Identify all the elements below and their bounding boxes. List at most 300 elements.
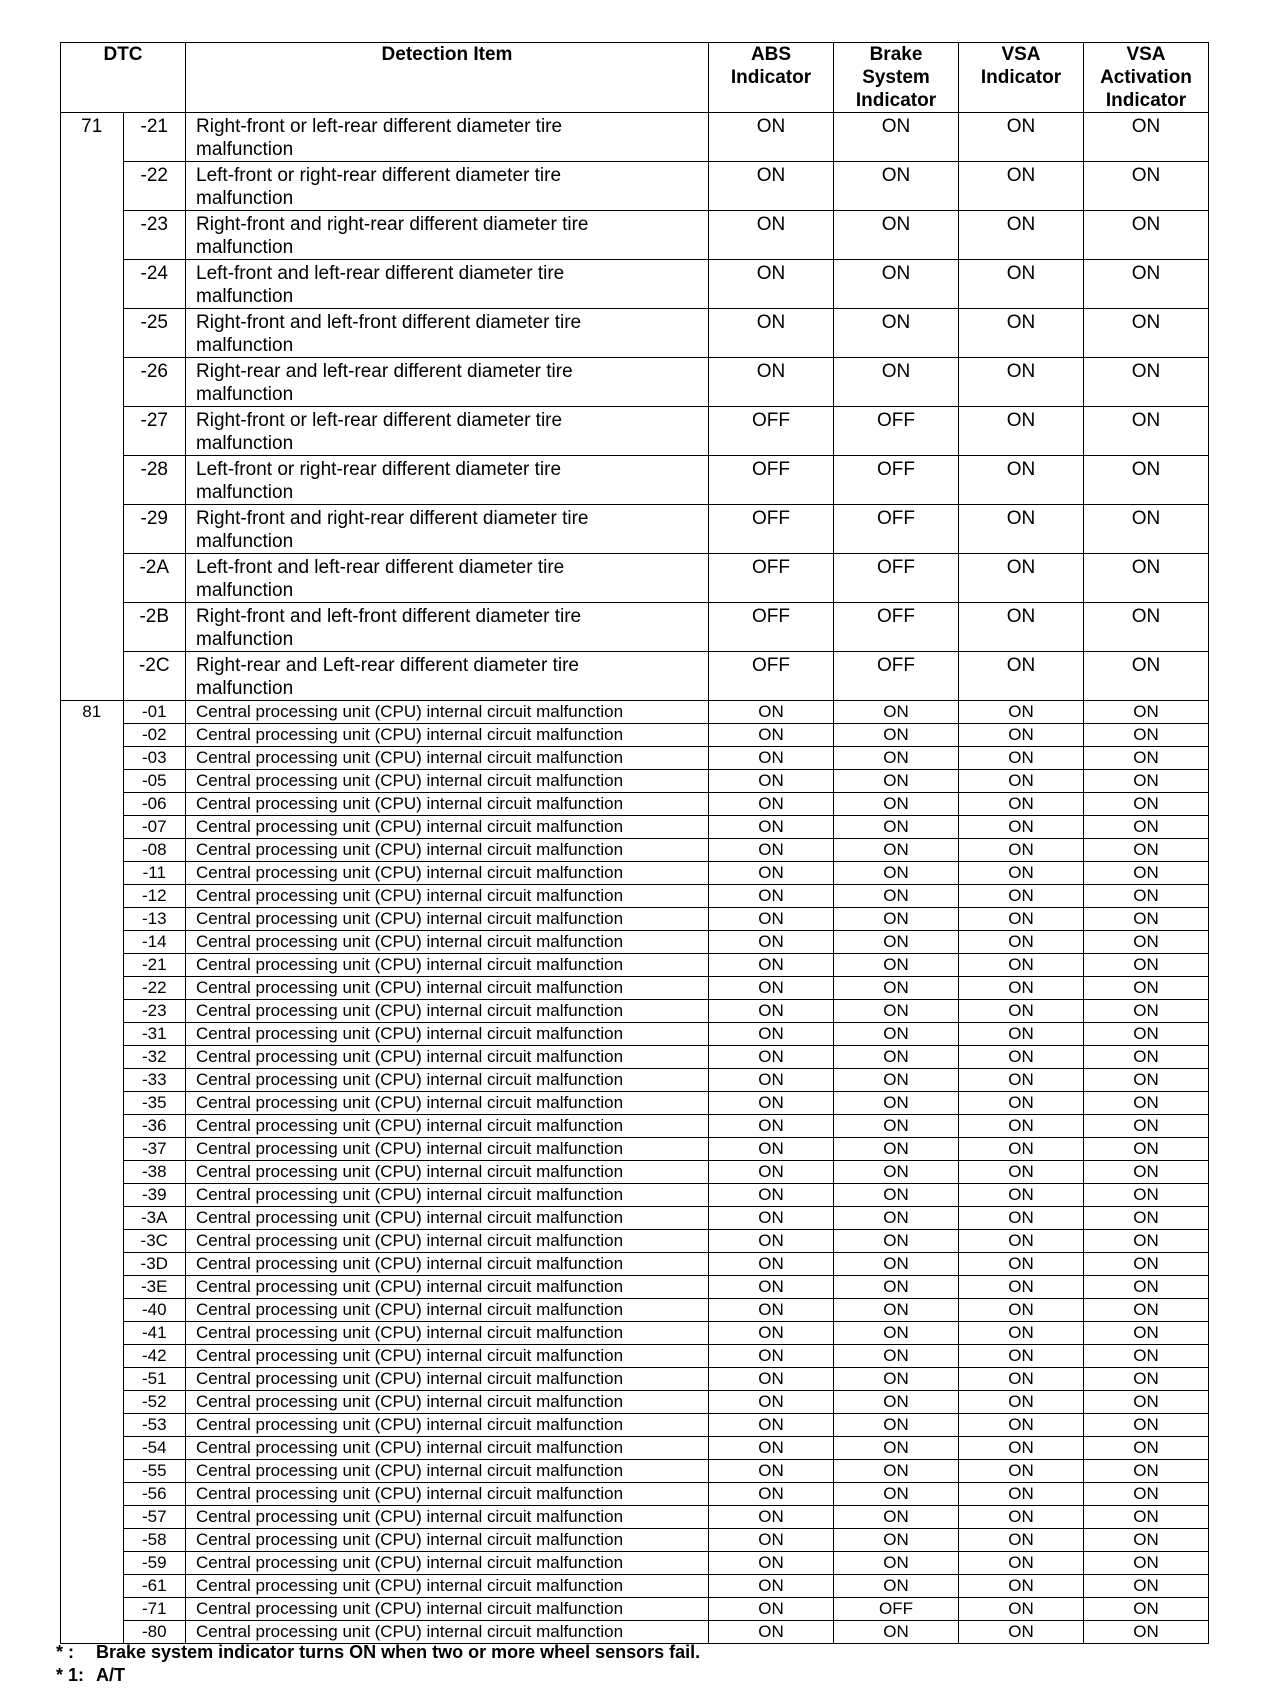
brake-system-indicator-state: ON (834, 1276, 959, 1299)
detection-item-line: Central processing unit (CPU) internal circuit malfunction (196, 1047, 624, 1066)
dtc-sub-code: -39 (123, 1184, 186, 1207)
detection-item (186, 1460, 709, 1483)
dtc-sub-code: -56 (123, 1483, 186, 1506)
detection-item-line: Central processing unit (CPU) internal circuit malfunction (196, 1231, 624, 1250)
vsa-activation-indicator-state: ON (1084, 1138, 1209, 1161)
brake-system-indicator-state: OFF (834, 652, 959, 701)
detection-item (186, 1069, 709, 1092)
detection-item-line: Central processing unit (CPU) internal circuit malfunction (196, 1553, 624, 1572)
vsa-indicator-state: ON (959, 1299, 1084, 1322)
vsa-activation-indicator-state: ON (1084, 1184, 1209, 1207)
vsa-activation-indicator-state: ON (1084, 1115, 1209, 1138)
dtc-main-code (61, 1207, 124, 1230)
vsa-activation-indicator-state: ON (1084, 1575, 1209, 1598)
table-row (61, 1000, 1209, 1023)
abs-indicator-state: ON (709, 309, 834, 358)
vsa-activation-indicator-state: ON (1084, 724, 1209, 747)
dtc-main-code (61, 885, 124, 908)
dtc-sub-code: -35 (123, 1092, 186, 1115)
abs-indicator-state: OFF (709, 554, 834, 603)
vsa-activation-indicator-state: ON (1084, 862, 1209, 885)
vsa-indicator-state: ON (959, 1069, 1084, 1092)
detection-item-line: Central processing unit (CPU) internal circuit malfunction (196, 840, 624, 859)
dtc-main-code (61, 1138, 124, 1161)
detection-item-line: Central processing unit (CPU) internal circuit malfunction (196, 1484, 624, 1503)
abs-indicator-state: OFF (709, 456, 834, 505)
detection-item (186, 1437, 709, 1460)
dtc-main-code (61, 1253, 124, 1276)
brake-system-indicator-state: ON (834, 701, 959, 724)
dtc-sub-code: -53 (123, 1414, 186, 1437)
detection-item-line: Central processing unit (CPU) internal circuit malfunction (196, 817, 624, 836)
vsa-indicator-state: ON (959, 603, 1084, 652)
dtc-sub-code: -08 (123, 839, 186, 862)
vsa-activation-indicator-state: ON (1084, 603, 1209, 652)
brake-system-indicator-state: ON (834, 1345, 959, 1368)
brake-system-indicator-state: ON (834, 1069, 959, 1092)
abs-indicator-state: ON (709, 1299, 834, 1322)
table-row (61, 358, 1209, 407)
brake-system-indicator-state: ON (834, 260, 959, 309)
dtc-sub-code: -37 (123, 1138, 186, 1161)
vsa-activation-indicator-state: ON (1084, 211, 1209, 260)
vsa-indicator-state: ON (959, 1207, 1084, 1230)
vsa-indicator-state: ON (959, 652, 1084, 701)
header-detection-item: Detection Item (186, 43, 709, 113)
table-row (61, 977, 1209, 1000)
detection-item (186, 862, 709, 885)
brake-system-indicator-state: ON (834, 1299, 959, 1322)
table-row (61, 1276, 1209, 1299)
brake-system-indicator-state: ON (834, 1460, 959, 1483)
abs-indicator-state: ON (709, 1046, 834, 1069)
footnote-mark: * 1: (56, 1665, 85, 1685)
abs-indicator-state: ON (709, 793, 834, 816)
detection-item (186, 554, 709, 603)
header-line: Activation (1100, 67, 1192, 88)
abs-indicator-state: ON (709, 977, 834, 1000)
dtc-sub-code: -28 (123, 456, 186, 505)
brake-system-indicator-state: ON (834, 931, 959, 954)
detection-item-line: malfunction (196, 433, 294, 454)
vsa-indicator-state: ON (959, 816, 1084, 839)
dtc-sub-code: -21 (123, 954, 186, 977)
detection-item (186, 260, 709, 309)
vsa-indicator-state: ON (959, 1161, 1084, 1184)
abs-indicator-state: OFF (709, 652, 834, 701)
detection-item-line: malfunction (196, 335, 294, 356)
footnote-text: Brake system indicator turns ON when two or more wheel sensors fail. (96, 1642, 701, 1662)
table-row (61, 1506, 1209, 1529)
brake-system-indicator-state: ON (834, 1046, 959, 1069)
brake-system-indicator-state: ON (834, 1161, 959, 1184)
vsa-indicator-state: ON (959, 1483, 1084, 1506)
vsa-activation-indicator-state: ON (1084, 1483, 1209, 1506)
detection-item (186, 1414, 709, 1437)
brake-system-indicator-state: ON (834, 885, 959, 908)
dtc-main-code (61, 1069, 124, 1092)
vsa-activation-indicator-state: ON (1084, 1414, 1209, 1437)
vsa-indicator-state: ON (959, 1253, 1084, 1276)
detection-item (186, 839, 709, 862)
vsa-indicator-state: ON (959, 358, 1084, 407)
vsa-indicator-state: ON (959, 908, 1084, 931)
vsa-activation-indicator-state: ON (1084, 652, 1209, 701)
brake-system-indicator-state: OFF (834, 554, 959, 603)
table-row (61, 1391, 1209, 1414)
dtc-sub-code: -26 (123, 358, 186, 407)
dtc-sub-code: -13 (123, 908, 186, 931)
brake-system-indicator-state: ON (834, 1575, 959, 1598)
abs-indicator-state: ON (709, 1276, 834, 1299)
detection-item-line: Right-front and left-front different diameter tire (196, 312, 582, 333)
detection-item (186, 931, 709, 954)
footnote-mark: * : (56, 1642, 74, 1662)
detection-item (186, 1046, 709, 1069)
vsa-activation-indicator-state: ON (1084, 113, 1209, 162)
abs-indicator-state: ON (709, 162, 834, 211)
vsa-activation-indicator-state: ON (1084, 407, 1209, 456)
dtc-main-code (61, 931, 124, 954)
table-row (61, 309, 1209, 358)
table-row (61, 770, 1209, 793)
vsa-indicator-state: ON (959, 701, 1084, 724)
detection-item-line: malfunction (196, 482, 294, 503)
header-line: Brake (869, 44, 923, 65)
detection-item (186, 1253, 709, 1276)
abs-indicator-state: ON (709, 1391, 834, 1414)
header-vsa-indicator (959, 43, 1084, 113)
detection-item-line: Central processing unit (CPU) internal circuit malfunction (196, 1576, 624, 1595)
dtc-sub-code: -11 (123, 862, 186, 885)
dtc-sub-code: -38 (123, 1161, 186, 1184)
brake-system-indicator-state: ON (834, 1621, 959, 1644)
brake-system-indicator-state: ON (834, 724, 959, 747)
brake-system-indicator-state: ON (834, 309, 959, 358)
table-row (61, 211, 1209, 260)
detection-item-line: malfunction (196, 384, 294, 405)
dtc-main-code (61, 1161, 124, 1184)
detection-item (186, 1506, 709, 1529)
detection-item (186, 1368, 709, 1391)
vsa-activation-indicator-state: ON (1084, 770, 1209, 793)
brake-system-indicator-state: ON (834, 747, 959, 770)
detection-item-line: Central processing unit (CPU) internal circuit malfunction (196, 1530, 624, 1549)
abs-indicator-state: ON (709, 1506, 834, 1529)
abs-indicator-state: ON (709, 1414, 834, 1437)
table-row (61, 1552, 1209, 1575)
dtc-main-code (61, 1414, 124, 1437)
dtc-sub-code: -3C (123, 1230, 186, 1253)
dtc-sub-code: -3A (123, 1207, 186, 1230)
detection-item (186, 1115, 709, 1138)
vsa-activation-indicator-state: ON (1084, 1552, 1209, 1575)
abs-indicator-state: ON (709, 1115, 834, 1138)
brake-system-indicator-state: ON (834, 816, 959, 839)
detection-item-line: Central processing unit (CPU) internal circuit malfunction (196, 1622, 624, 1641)
table-row (61, 113, 1209, 162)
table-row (61, 260, 1209, 309)
vsa-activation-indicator-state: ON (1084, 358, 1209, 407)
dtc-sub-code: -54 (123, 1437, 186, 1460)
brake-system-indicator-state: OFF (834, 1598, 959, 1621)
table-row (61, 1414, 1209, 1437)
abs-indicator-state: ON (709, 1368, 834, 1391)
abs-indicator-state: ON (709, 1529, 834, 1552)
vsa-indicator-state: ON (959, 1230, 1084, 1253)
dtc-sub-code: -25 (123, 309, 186, 358)
dtc-main-code (61, 839, 124, 862)
detection-item (186, 1483, 709, 1506)
dtc-main-code (61, 954, 124, 977)
brake-system-indicator-state: ON (834, 1322, 959, 1345)
dtc-sub-code: -06 (123, 793, 186, 816)
vsa-activation-indicator-state: ON (1084, 908, 1209, 931)
detection-item-line: malfunction (196, 580, 294, 601)
abs-indicator-state: ON (709, 1207, 834, 1230)
detection-item-line: Central processing unit (CPU) internal circuit malfunction (196, 1507, 624, 1526)
vsa-indicator-state: ON (959, 1115, 1084, 1138)
dtc-sub-code: -33 (123, 1069, 186, 1092)
vsa-indicator-state: ON (959, 1184, 1084, 1207)
vsa-activation-indicator-state: ON (1084, 456, 1209, 505)
detection-item (186, 724, 709, 747)
brake-system-indicator-state: ON (834, 1437, 959, 1460)
detection-item (186, 309, 709, 358)
brake-system-indicator-state: ON (834, 977, 959, 1000)
detection-item (186, 1276, 709, 1299)
brake-system-indicator-state: ON (834, 211, 959, 260)
dtc-sub-code: -57 (123, 1506, 186, 1529)
detection-item-line: Central processing unit (CPU) internal circuit malfunction (196, 725, 624, 744)
detection-item-line: Right-rear and left-rear different diameter tire (196, 361, 573, 382)
table-row (61, 1230, 1209, 1253)
brake-system-indicator-state: ON (834, 1506, 959, 1529)
vsa-indicator-state: ON (959, 1345, 1084, 1368)
dtc-sub-code: -42 (123, 1345, 186, 1368)
detection-item (186, 211, 709, 260)
dtc-main-code (61, 1023, 124, 1046)
vsa-indicator-state: ON (959, 770, 1084, 793)
abs-indicator-state: ON (709, 1230, 834, 1253)
table-row (61, 1299, 1209, 1322)
dtc-sub-code: -23 (123, 1000, 186, 1023)
detection-item-line: malfunction (196, 139, 294, 160)
detection-item-line: Central processing unit (CPU) internal circuit malfunction (196, 863, 624, 882)
dtc-main-code (61, 816, 124, 839)
dtc-sub-code: -59 (123, 1552, 186, 1575)
detection-item (186, 1023, 709, 1046)
dtc-main-code (61, 1000, 124, 1023)
detection-item (186, 1552, 709, 1575)
detection-item-line: Central processing unit (CPU) internal circuit malfunction (196, 978, 624, 997)
table-row (61, 603, 1209, 652)
dtc-main-code (61, 908, 124, 931)
vsa-indicator-state: ON (959, 885, 1084, 908)
header-line: VSA (1001, 44, 1041, 65)
header-brake-system-indicator (834, 43, 959, 113)
detection-item-line: Central processing unit (CPU) internal circuit malfunction (196, 1162, 624, 1181)
detection-item (186, 162, 709, 211)
dtc-main-code (61, 1115, 124, 1138)
detection-item (186, 816, 709, 839)
dtc-main-code (61, 603, 124, 652)
dtc-main-code (61, 260, 124, 309)
brake-system-indicator-state: ON (834, 1391, 959, 1414)
abs-indicator-state: ON (709, 1161, 834, 1184)
detection-item (186, 1161, 709, 1184)
brake-system-indicator-state: ON (834, 1000, 959, 1023)
detection-item-line: Central processing unit (CPU) internal circuit malfunction (196, 1070, 624, 1089)
vsa-indicator-state: ON (959, 1391, 1084, 1414)
table-row (61, 1115, 1209, 1138)
abs-indicator-state: ON (709, 1575, 834, 1598)
detection-item (186, 954, 709, 977)
abs-indicator-state: ON (709, 839, 834, 862)
detection-item (186, 1207, 709, 1230)
table-row (61, 162, 1209, 211)
footnote (56, 1641, 700, 1664)
dtc-main-code (61, 770, 124, 793)
vsa-indicator-state: ON (959, 1322, 1084, 1345)
dtc-sub-code: -22 (123, 162, 186, 211)
vsa-indicator-state: ON (959, 1138, 1084, 1161)
dtc-main-code (61, 862, 124, 885)
table-row (61, 456, 1209, 505)
detection-item (186, 977, 709, 1000)
vsa-activation-indicator-state: ON (1084, 1000, 1209, 1023)
detection-item-line: Central processing unit (CPU) internal circuit malfunction (196, 1599, 624, 1618)
dtc-table (60, 42, 1209, 1644)
abs-indicator-state: ON (709, 113, 834, 162)
vsa-indicator-state: ON (959, 260, 1084, 309)
table-row (61, 793, 1209, 816)
vsa-activation-indicator-state: ON (1084, 1092, 1209, 1115)
brake-system-indicator-state: OFF (834, 456, 959, 505)
dtc-sub-code: -52 (123, 1391, 186, 1414)
table-row (61, 505, 1209, 554)
table-row (61, 407, 1209, 456)
header-line: System (862, 67, 930, 88)
vsa-activation-indicator-state: ON (1084, 1299, 1209, 1322)
dtc-main-code (61, 358, 124, 407)
vsa-indicator-state: ON (959, 1598, 1084, 1621)
dtc-table-document (60, 42, 1209, 1644)
detection-item (186, 1299, 709, 1322)
table-row (61, 1184, 1209, 1207)
table-row (61, 1069, 1209, 1092)
vsa-indicator-state: ON (959, 1368, 1084, 1391)
vsa-indicator-state: ON (959, 1575, 1084, 1598)
dtc-sub-code: -07 (123, 816, 186, 839)
footnote (56, 1664, 700, 1687)
vsa-activation-indicator-state: ON (1084, 260, 1209, 309)
vsa-indicator-state: ON (959, 554, 1084, 603)
dtc-main-code (61, 1184, 124, 1207)
brake-system-indicator-state: ON (834, 1483, 959, 1506)
detection-item-line: Left-front or right-rear different diameter tire (196, 459, 562, 480)
dtc-main-code (61, 793, 124, 816)
vsa-activation-indicator-state: ON (1084, 1276, 1209, 1299)
detection-item-line: Central processing unit (CPU) internal circuit malfunction (196, 1024, 624, 1043)
abs-indicator-state: ON (709, 954, 834, 977)
dtc-main-code (61, 1598, 124, 1621)
brake-system-indicator-state: ON (834, 1414, 959, 1437)
detection-item-line: Central processing unit (CPU) internal circuit malfunction (196, 1369, 624, 1388)
table-header-row (61, 43, 1209, 113)
dtc-sub-code: -41 (123, 1322, 186, 1345)
table-row (61, 1598, 1209, 1621)
vsa-indicator-state: ON (959, 1092, 1084, 1115)
brake-system-indicator-state: ON (834, 162, 959, 211)
abs-indicator-state: ON (709, 885, 834, 908)
dtc-sub-code: -80 (123, 1621, 186, 1644)
dtc-main-code (61, 309, 124, 358)
dtc-main-code (61, 1483, 124, 1506)
detection-item-line: Central processing unit (CPU) internal circuit malfunction (196, 1001, 624, 1020)
brake-system-indicator-state: OFF (834, 603, 959, 652)
dtc-main-code: 81 (61, 701, 124, 724)
detection-item-line: Left-front and left-rear different diameter tire (196, 263, 565, 284)
dtc-main-code (61, 1276, 124, 1299)
dtc-sub-code: -24 (123, 260, 186, 309)
vsa-activation-indicator-state: ON (1084, 839, 1209, 862)
dtc-sub-code: -3D (123, 1253, 186, 1276)
detection-item (186, 603, 709, 652)
vsa-activation-indicator-state: ON (1084, 1207, 1209, 1230)
detection-item (186, 407, 709, 456)
brake-system-indicator-state: ON (834, 1230, 959, 1253)
abs-indicator-state: ON (709, 1092, 834, 1115)
vsa-activation-indicator-state: ON (1084, 1391, 1209, 1414)
dtc-sub-code: -2B (123, 603, 186, 652)
vsa-indicator-state: ON (959, 1023, 1084, 1046)
abs-indicator-state: ON (709, 1483, 834, 1506)
dtc-main-code: 71 (61, 113, 124, 162)
detection-item-line: Left-front and left-rear different diameter tire (196, 557, 565, 578)
dtc-main-code (61, 211, 124, 260)
abs-indicator-state: ON (709, 816, 834, 839)
dtc-sub-code: -29 (123, 505, 186, 554)
footnote-text: A/T (96, 1665, 125, 1685)
vsa-indicator-state: ON (959, 113, 1084, 162)
dtc-sub-code: -55 (123, 1460, 186, 1483)
vsa-indicator-state: ON (959, 954, 1084, 977)
vsa-activation-indicator-state: ON (1084, 505, 1209, 554)
vsa-activation-indicator-state: ON (1084, 1598, 1209, 1621)
header-line: Indicator (980, 67, 1062, 88)
dtc-main-code (61, 1529, 124, 1552)
abs-indicator-state: ON (709, 1253, 834, 1276)
dtc-sub-code: -32 (123, 1046, 186, 1069)
abs-indicator-state: OFF (709, 407, 834, 456)
vsa-activation-indicator-state: ON (1084, 1506, 1209, 1529)
detection-item (186, 1598, 709, 1621)
vsa-indicator-state: ON (959, 1552, 1084, 1575)
vsa-indicator-state: ON (959, 977, 1084, 1000)
table-row (61, 954, 1209, 977)
dtc-main-code (61, 1299, 124, 1322)
detection-item-line: Central processing unit (CPU) internal circuit malfunction (196, 702, 624, 721)
detection-item-line: Central processing unit (CPU) internal circuit malfunction (196, 932, 624, 951)
table-row (61, 1437, 1209, 1460)
detection-item-line: Central processing unit (CPU) internal circuit malfunction (196, 1415, 624, 1434)
vsa-activation-indicator-state: ON (1084, 1621, 1209, 1644)
vsa-activation-indicator-state: ON (1084, 1046, 1209, 1069)
brake-system-indicator-state: ON (834, 954, 959, 977)
table-row (61, 1046, 1209, 1069)
abs-indicator-state: ON (709, 260, 834, 309)
